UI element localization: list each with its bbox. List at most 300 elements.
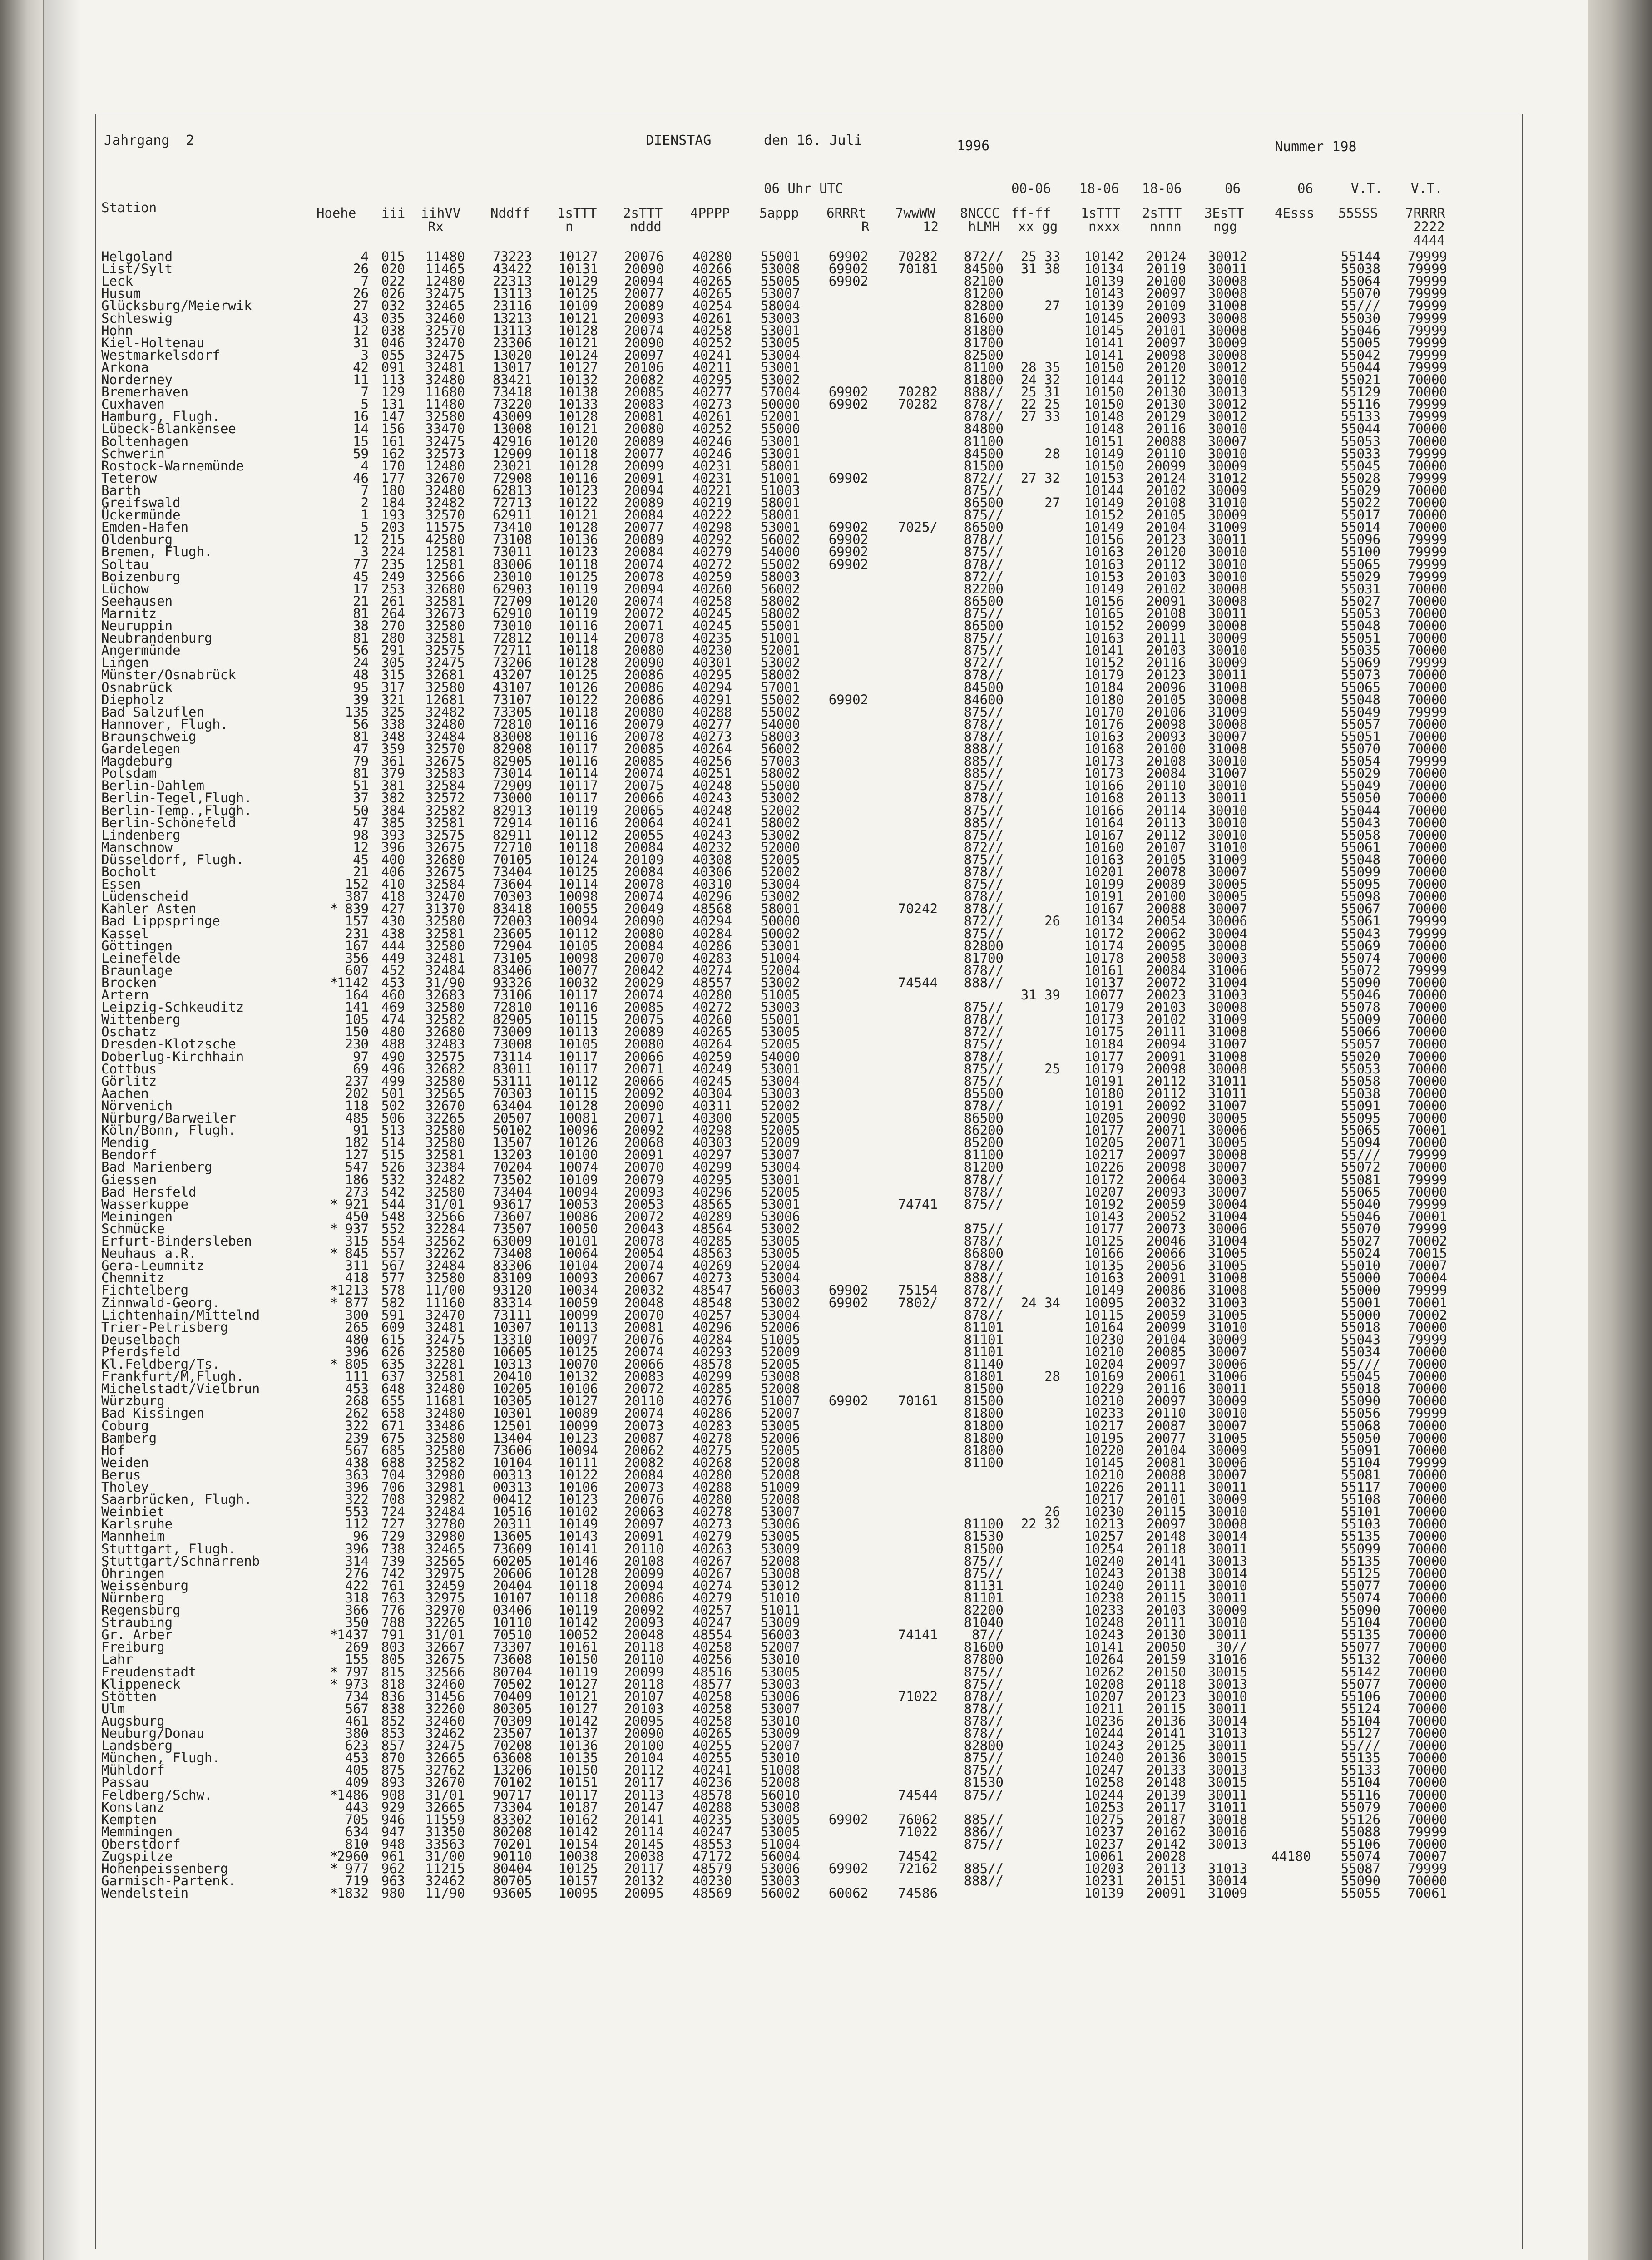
cell-e: 31007 xyxy=(1207,1098,1247,1113)
cell-iii: 469 xyxy=(381,999,405,1015)
cell-s1: 10038 xyxy=(558,1849,598,1864)
cell-p: 40304 xyxy=(692,1085,732,1101)
cell-s2: 20094 xyxy=(624,1578,664,1593)
cell-ihvv: 32670 xyxy=(425,470,465,486)
cell-p: 40230 xyxy=(692,1873,732,1889)
cell-n: 82800 xyxy=(964,1738,1004,1754)
cell-x1: 10177 xyxy=(1084,1123,1124,1138)
cell-n: 875// xyxy=(964,1836,1004,1852)
cell-iii: 557 xyxy=(381,1246,405,1261)
mountain-station-marker: * xyxy=(330,901,338,917)
cell-nddff: 72914 xyxy=(492,815,532,831)
cell-station: Frankfurt/M,Flugh. xyxy=(101,1369,244,1385)
cell-n: 875// xyxy=(964,851,1004,867)
cell-a: 54000 xyxy=(760,716,800,732)
cell-x1: 10172 xyxy=(1084,1172,1124,1187)
cell-x2: 20091 xyxy=(1146,1270,1186,1286)
cell-n: 878// xyxy=(964,889,1004,905)
cell-ihvv: 32581 xyxy=(425,593,465,609)
cell-p: 48569 xyxy=(692,1885,732,1901)
cell-ihvv: 32981 xyxy=(425,1479,465,1495)
cell-rr: 70000 xyxy=(1407,1098,1447,1113)
cell-ihvv: 32665 xyxy=(425,1750,465,1766)
cell-p: 40243 xyxy=(692,790,732,806)
cell-e: 30013 xyxy=(1207,1762,1247,1778)
cell-x2: 20097 xyxy=(1146,1147,1186,1163)
cell-s2: 20080 xyxy=(624,643,664,658)
cell-nddff: 83421 xyxy=(492,372,532,387)
cell-a: 53007 xyxy=(760,1701,800,1716)
cell-h: 2 xyxy=(361,495,369,510)
cell-iii: 582 xyxy=(381,1295,405,1311)
cell-x1: 10168 xyxy=(1084,741,1124,757)
cell-ihvv: 12480 xyxy=(425,273,465,289)
cell-p: 40306 xyxy=(692,864,732,880)
cell-r: 69902 xyxy=(828,519,868,535)
cell-station: Braunschweig xyxy=(101,728,197,744)
cell-h: 141 xyxy=(345,999,369,1015)
cell-iii: 026 xyxy=(381,286,405,302)
cell-ss: 55096 xyxy=(1340,532,1380,548)
cell-nddff: 43009 xyxy=(492,409,532,425)
cell-n: 885// xyxy=(964,815,1004,831)
cell-station: Bremen, Flugh. xyxy=(101,544,213,560)
cell-x1: 10150 xyxy=(1084,384,1124,400)
cell-ss: 55057 xyxy=(1340,1036,1380,1052)
cell-station: Ückermünde xyxy=(101,507,181,523)
cell-x1: 10262 xyxy=(1084,1664,1124,1680)
table-row xyxy=(44,1541,1588,1557)
cell-ihvv: 32470 xyxy=(425,889,465,905)
cell-ihvv: 32470 xyxy=(425,1307,465,1323)
cell-s2: 20066 xyxy=(624,1073,664,1089)
table-row xyxy=(44,1799,1588,1815)
cell-s1: 10121 xyxy=(558,1688,598,1704)
cell-rr: 70000 xyxy=(1407,1688,1447,1704)
cell-h: 356 xyxy=(345,950,369,966)
cell-station: Weinbiet xyxy=(101,1504,165,1520)
cell-rr: 70000 xyxy=(1407,1381,1447,1397)
cell-rr: 70000 xyxy=(1407,605,1447,621)
cell-n: 81500 xyxy=(964,1393,1004,1409)
cell-p: 40236 xyxy=(692,1775,732,1790)
cell-x2: 20108 xyxy=(1146,495,1186,510)
cell-rr: 70000 xyxy=(1407,1565,1447,1581)
cell-nddff: 00412 xyxy=(492,1492,532,1508)
cell-r: 69902 xyxy=(828,1282,868,1298)
cell-e: 30008 xyxy=(1207,273,1247,289)
cell-iii: 091 xyxy=(381,359,405,375)
cell-station: Berlin-Schönefeld xyxy=(101,815,236,831)
cell-x2: 20113 xyxy=(1146,815,1186,831)
cell-n: 872// xyxy=(964,913,1004,929)
cell-h: 4 xyxy=(361,249,369,264)
cell-p: 40298 xyxy=(692,1123,732,1138)
cell-e: 30003 xyxy=(1207,950,1247,966)
cell-h: 1 xyxy=(361,507,369,523)
header-4444: 4444 xyxy=(1413,232,1445,248)
cell-a: 51005 xyxy=(760,987,800,1003)
cell-e: 31010 xyxy=(1207,1319,1247,1335)
cell-iii: 706 xyxy=(381,1479,405,1495)
cell-e: 31009 xyxy=(1207,1885,1247,1901)
cell-a: 56003 xyxy=(760,1282,800,1298)
cell-a: 53005 xyxy=(760,1024,800,1040)
cell-x2: 20112 xyxy=(1146,1085,1186,1101)
cell-s2: 20072 xyxy=(624,1381,664,1397)
cell-e: 30008 xyxy=(1207,938,1247,954)
cell-rr: 70000 xyxy=(1407,1024,1447,1040)
cell-x1: 10204 xyxy=(1084,1356,1124,1372)
cell-rr: 70000 xyxy=(1407,1430,1447,1446)
cell-s2: 20038 xyxy=(624,1849,664,1864)
cell-x1: 10177 xyxy=(1084,1221,1124,1236)
cell-x2: 20078 xyxy=(1146,864,1186,880)
table-row xyxy=(44,1664,1588,1680)
cell-e: 30008 xyxy=(1207,1516,1247,1532)
cell-ss: 55024 xyxy=(1340,1246,1380,1261)
cell-x1: 10257 xyxy=(1084,1528,1124,1544)
cell-ss: 55044 xyxy=(1340,802,1380,818)
cell-s1: 10142 xyxy=(558,1713,598,1729)
cell-h: 231 xyxy=(345,925,369,941)
table-row xyxy=(44,1085,1588,1101)
cell-rr: 70000 xyxy=(1407,1528,1447,1544)
cell-p: 40291 xyxy=(692,692,732,707)
cell-e: 30012 xyxy=(1207,409,1247,425)
cell-x1: 10137 xyxy=(1084,974,1124,990)
mountain-station-marker: * xyxy=(330,1849,338,1864)
cell-x1: 10169 xyxy=(1084,1369,1124,1385)
cell-n: 878// xyxy=(964,1726,1004,1741)
cell-ihvv: 32566 xyxy=(425,1664,465,1680)
cell-p: 48553 xyxy=(692,1836,732,1852)
cell-rr: 79999 xyxy=(1407,1196,1447,1212)
cell-ihvv: 32780 xyxy=(425,1516,465,1532)
cell-n: 81800 xyxy=(964,322,1004,338)
cell-nddff: 60205 xyxy=(492,1553,532,1569)
cell-s2: 20092 xyxy=(624,1123,664,1138)
cell-ss: 55018 xyxy=(1340,1381,1380,1397)
cell-p: 40246 xyxy=(692,445,732,461)
cell-nddff: 93326 xyxy=(492,974,532,990)
cell-s2: 20076 xyxy=(624,249,664,264)
cell-iii: 739 xyxy=(381,1553,405,1569)
cell-station: List/Sylt xyxy=(101,261,173,277)
cell-p: 40280 xyxy=(692,1492,732,1508)
cell-s1: 10121 xyxy=(558,421,598,437)
cell-s2: 20078 xyxy=(624,728,664,744)
cell-s2: 20082 xyxy=(624,1454,664,1470)
cell-s1: 10143 xyxy=(558,1528,598,1544)
cell-s1: 10094 xyxy=(558,913,598,929)
header-3estt: 3EsTT xyxy=(1204,205,1244,221)
cell-s1: 10032 xyxy=(558,974,598,990)
table-row xyxy=(44,778,1588,794)
cell-iii: 577 xyxy=(381,1270,405,1286)
cell-s1: 10116 xyxy=(558,753,598,769)
cell-rr: 70002 xyxy=(1407,1233,1447,1249)
cell-a: 53009 xyxy=(760,1615,800,1631)
cell-nddff: 83418 xyxy=(492,901,532,917)
cell-r: 69902 xyxy=(828,1811,868,1827)
cell-x1: 10161 xyxy=(1084,962,1124,978)
cell-p: 40283 xyxy=(692,950,732,966)
cell-p: 40258 xyxy=(692,1639,732,1655)
cell-iii: 270 xyxy=(381,618,405,633)
cell-station: Arkona xyxy=(101,359,149,375)
cell-station: Passau xyxy=(101,1775,149,1790)
header-nddd: nddd xyxy=(630,219,662,234)
cell-ihvv: 32284 xyxy=(425,1221,465,1236)
cell-x1: 10236 xyxy=(1084,1713,1124,1729)
cell-x1: 10207 xyxy=(1084,1184,1124,1200)
cell-h: 453 xyxy=(345,1381,369,1397)
cell-x1: 10275 xyxy=(1084,1811,1124,1827)
cell-x2: 20104 xyxy=(1146,1331,1186,1347)
cell-ss: 55129 xyxy=(1340,384,1380,400)
cell-nddff: 83109 xyxy=(492,1270,532,1286)
cell-p: 40267 xyxy=(692,1553,732,1569)
cell-s1: 10120 xyxy=(558,433,598,449)
cell-h: 31 xyxy=(353,335,369,351)
cell-station: Oberstdorf xyxy=(101,1836,181,1852)
cell-n: 81200 xyxy=(964,1159,1004,1175)
cell-e: 30009 xyxy=(1207,458,1247,474)
cell-ss: 55027 xyxy=(1340,1233,1380,1249)
cell-ss: 55022 xyxy=(1340,495,1380,510)
cell-x1: 10148 xyxy=(1084,409,1124,425)
cell-ss: 55070 xyxy=(1340,286,1380,302)
cell-a: 57004 xyxy=(760,384,800,400)
cell-n: 878// xyxy=(964,1307,1004,1323)
cell-nddff: 73011 xyxy=(492,544,532,560)
cell-iii: 177 xyxy=(381,470,405,486)
cell-e: 30010 xyxy=(1207,778,1247,794)
cell-s2: 20080 xyxy=(624,421,664,437)
cell-nddff: 73305 xyxy=(492,704,532,720)
cell-x1: 10139 xyxy=(1084,1885,1124,1901)
cell-e: 30011 xyxy=(1207,532,1247,548)
cell-n: 875// xyxy=(964,1676,1004,1692)
cell-a: 51011 xyxy=(760,1602,800,1618)
cell-iii: 853 xyxy=(381,1726,405,1741)
cell-p: 40246 xyxy=(692,433,732,449)
cell-x1: 10125 xyxy=(1084,1233,1124,1249)
cell-nddff: 80404 xyxy=(492,1861,532,1877)
cell-s2: 20090 xyxy=(624,261,664,277)
cell-h: 47 xyxy=(353,815,369,831)
cell-p: 40258 xyxy=(692,1713,732,1729)
cell-x1: 10264 xyxy=(1084,1652,1124,1667)
cell-n: 81530 xyxy=(964,1775,1004,1790)
cell-p: 48516 xyxy=(692,1664,732,1680)
cell-ss: 55069 xyxy=(1340,938,1380,954)
cell-x2: 20112 xyxy=(1146,556,1186,572)
cell-e: 30007 xyxy=(1207,1344,1247,1360)
cell-s1: 10093 xyxy=(558,1270,598,1286)
cell-x2: 20059 xyxy=(1146,1196,1186,1212)
cell-x2: 20077 xyxy=(1146,1430,1186,1446)
cell-e: 31003 xyxy=(1207,987,1247,1003)
cell-ss: 55029 xyxy=(1340,482,1380,498)
weekday-label: DIENSTAG xyxy=(646,133,712,148)
cell-station: Cottbus xyxy=(101,1061,157,1077)
cell-rr: 70000 xyxy=(1407,581,1447,597)
cell-rr: 79999 xyxy=(1407,1405,1447,1421)
cell-a: 53007 xyxy=(760,1147,800,1163)
cell-x1: 10176 xyxy=(1084,716,1124,732)
cell-h: 634 xyxy=(345,1824,369,1840)
cell-e: 30010 xyxy=(1207,643,1247,658)
cell-station: Kiel-Holtenau xyxy=(101,335,204,351)
cell-h: 839 xyxy=(345,901,369,917)
cell-s1: 10161 xyxy=(558,1639,598,1655)
cell-iii: 325 xyxy=(381,704,405,720)
header-station: Station xyxy=(101,200,157,215)
cell-x2: 20112 xyxy=(1146,372,1186,387)
cell-w: 7802/ xyxy=(898,1295,938,1311)
cell-h: 453 xyxy=(345,1750,369,1766)
cell-ss: 55127 xyxy=(1340,1726,1380,1741)
cell-rr: 70000 xyxy=(1407,1553,1447,1569)
cell-s1: 10102 xyxy=(558,1504,598,1520)
cell-x1: 10184 xyxy=(1084,679,1124,695)
cell-a: 53005 xyxy=(760,1246,800,1261)
cell-h: 39 xyxy=(353,692,369,707)
cell-a: 52008 xyxy=(760,1492,800,1508)
cell-x2: 20105 xyxy=(1146,692,1186,707)
cell-iii: 658 xyxy=(381,1405,405,1421)
cell-n: 81700 xyxy=(964,950,1004,966)
cell-p: 40261 xyxy=(692,310,732,326)
cell-ss: 55049 xyxy=(1340,778,1380,794)
cell-s1: 10187 xyxy=(558,1799,598,1815)
cell-s1: 10122 xyxy=(558,692,598,707)
cell-h: 973 xyxy=(345,1676,369,1692)
cell-n: 875// xyxy=(964,827,1004,843)
cell-a: 53009 xyxy=(760,1726,800,1741)
table-row xyxy=(44,1270,1588,1286)
cell-iii: 805 xyxy=(381,1652,405,1667)
cell-s1: 10150 xyxy=(558,1762,598,1778)
cell-station: Memmingen xyxy=(101,1824,173,1840)
table-row xyxy=(44,581,1588,597)
cell-s1: 10101 xyxy=(558,1233,598,1249)
cell-station: Bamberg xyxy=(101,1430,157,1446)
cell-ihvv: 32580 xyxy=(425,1442,465,1458)
cell-e: 30006 xyxy=(1207,1123,1247,1138)
cell-p: 40259 xyxy=(692,1048,732,1064)
cell-s2: 20085 xyxy=(624,753,664,769)
cell-n: 84500 xyxy=(964,445,1004,461)
cell-ihvv: 11160 xyxy=(425,1295,465,1311)
cell-ihvv: 32673 xyxy=(425,605,465,621)
cell-iii: 675 xyxy=(381,1430,405,1446)
cell-s1: 10052 xyxy=(558,1627,598,1643)
header-4esss: 4Esss xyxy=(1275,205,1315,221)
cell-a: 52001 xyxy=(760,409,800,425)
cell-h: 37 xyxy=(353,790,369,806)
cell-iii: 379 xyxy=(381,766,405,781)
cell-ss: 55020 xyxy=(1340,1048,1380,1064)
cell-x1: 10152 xyxy=(1084,618,1124,633)
table-row xyxy=(44,630,1588,646)
cell-rr: 79999 xyxy=(1407,1172,1447,1187)
cell-station: Neuruppin xyxy=(101,618,173,633)
cell-s2: 20079 xyxy=(624,1172,664,1187)
cell-p: 40258 xyxy=(692,593,732,609)
table-row xyxy=(44,335,1588,351)
cell-p: 40252 xyxy=(692,421,732,437)
cell-e: 30009 xyxy=(1207,1602,1247,1618)
cell-e: 30010 xyxy=(1207,569,1247,584)
cell-s1: 10118 xyxy=(558,556,598,572)
cell-ihvv: 11575 xyxy=(425,519,465,535)
cell-s2: 20147 xyxy=(624,1799,664,1815)
cell-x2: 20124 xyxy=(1146,249,1186,264)
cell-nddff: 73107 xyxy=(492,692,532,707)
cell-ss: 55042 xyxy=(1340,347,1380,363)
cell-x2: 20032 xyxy=(1146,1295,1186,1311)
cell-ihvv: 32581 xyxy=(425,925,465,941)
cell-e: 30011 xyxy=(1207,1701,1247,1716)
table-row xyxy=(44,298,1588,314)
cell-x2: 20092 xyxy=(1146,1098,1186,1113)
cell-a: 52009 xyxy=(760,1135,800,1151)
cell-rr: 70000 xyxy=(1407,802,1447,818)
cell-x2: 20104 xyxy=(1146,519,1186,535)
cell-x1: 10210 xyxy=(1084,1344,1124,1360)
cell-p: 40295 xyxy=(692,372,732,387)
cell-ihvv: 32475 xyxy=(425,655,465,671)
cell-x1: 10244 xyxy=(1084,1726,1124,1741)
cell-e: 30008 xyxy=(1207,286,1247,302)
cell-iii: 321 xyxy=(381,692,405,707)
cell-rr: 70000 xyxy=(1407,1836,1447,1852)
cell-s1: 10117 xyxy=(558,987,598,1003)
table-row xyxy=(44,1762,1588,1778)
table-row xyxy=(44,790,1588,806)
table-row xyxy=(44,1726,1588,1741)
cell-p: 40283 xyxy=(692,1418,732,1434)
cell-nddff: 13213 xyxy=(492,310,532,326)
cell-p: 40284 xyxy=(692,1331,732,1347)
cell-ihvv: 31/00 xyxy=(425,1849,465,1864)
table-row xyxy=(44,1713,1588,1729)
cell-s1: 10131 xyxy=(558,261,598,277)
cell-ihvv: 32482 xyxy=(425,495,465,510)
cell-p: 40294 xyxy=(692,913,732,929)
cell-nddff: 73609 xyxy=(492,1541,532,1557)
cell-s2: 20084 xyxy=(624,544,664,560)
cell-p: 40265 xyxy=(692,1024,732,1040)
cell-station: Lübeck-Blankensee xyxy=(101,421,236,437)
cell-n: 875// xyxy=(964,1787,1004,1803)
cell-station: Essen xyxy=(101,876,141,892)
cell-ss: 55053 xyxy=(1340,1061,1380,1077)
cell-p: 40279 xyxy=(692,1590,732,1606)
cell-p: 48563 xyxy=(692,1246,732,1261)
cell-iii: 338 xyxy=(381,716,405,732)
cell-e: 30014 xyxy=(1207,1873,1247,1889)
cell-a: 52001 xyxy=(760,643,800,658)
cell-ss: 55124 xyxy=(1340,1701,1380,1716)
cell-a: 52009 xyxy=(760,1344,800,1360)
table-row xyxy=(44,372,1588,387)
cell-x1: 10148 xyxy=(1084,421,1124,437)
cell-h: 1142 xyxy=(337,974,369,990)
